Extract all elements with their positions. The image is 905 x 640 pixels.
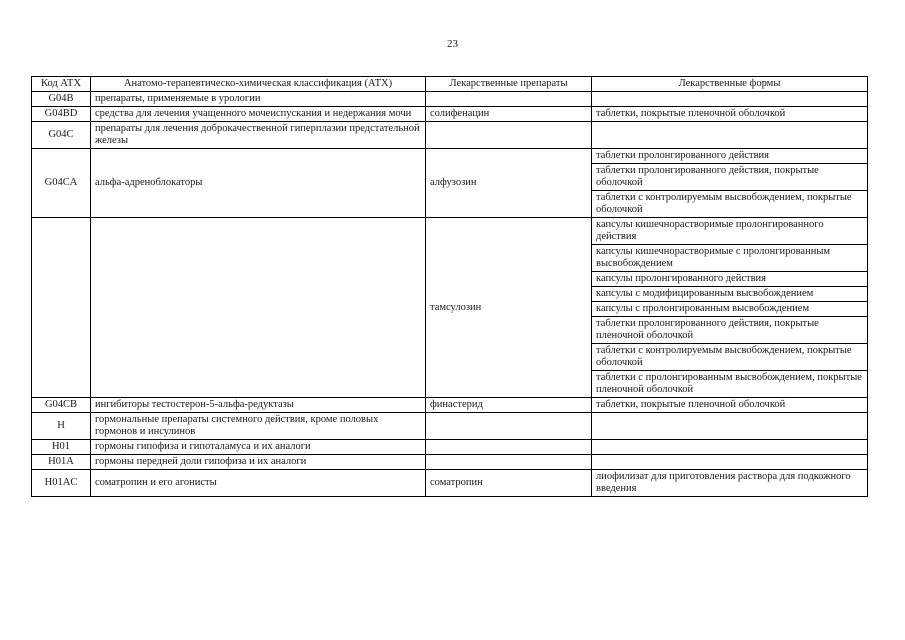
table-row <box>32 455 868 470</box>
atx-code-cell: H01A <box>32 455 91 470</box>
drug-cell: финастерид <box>426 398 592 413</box>
drug-cell <box>426 92 592 107</box>
classification-cell: ингибиторы тестостерон-5-альфа-редуктазы <box>91 398 426 413</box>
classification-cell: средства для лечения учащенного мочеиспускания и недержания мочи <box>91 107 426 122</box>
header-code: Код АТХ <box>32 77 91 92</box>
page-number: 23 <box>447 38 458 50</box>
atx-code-cell: G04BD <box>32 107 91 122</box>
table-row <box>32 149 868 164</box>
classification-cell: соматропин и его агонисты <box>91 470 426 497</box>
atx-code-cell: H01AC <box>32 470 91 497</box>
dosage-form-cell: лиофилизат для приготовления раствора для подкожного введения <box>592 470 868 497</box>
dosage-form-cell <box>592 413 868 440</box>
table-row <box>32 440 868 455</box>
classification-cell: гормональные препараты системного действия, кроме половых гормонов и инсулинов <box>91 413 426 440</box>
dosage-form-cell: таблетки пролонгированного действия, покрытые оболочкой <box>592 164 868 191</box>
table-row <box>32 92 868 107</box>
header-drugs: Лекарственные препараты <box>426 77 592 92</box>
drug-cell <box>426 413 592 440</box>
table-body <box>32 92 868 497</box>
classification-cell <box>91 218 426 398</box>
drug-cell <box>426 455 592 470</box>
atx-code-cell: G04CB <box>32 398 91 413</box>
table-row <box>32 122 868 149</box>
dosage-form-cell: таблетки с пролонгированным высвобождением, покрытые пленочной оболочкой <box>592 371 868 398</box>
header-classification: Анатомо-терапевтическо-химическая классификация (АТХ) <box>91 77 426 92</box>
table-header-row <box>32 77 868 92</box>
atx-code-cell <box>32 218 91 398</box>
table-row <box>32 470 868 497</box>
drug-cell: соматропин <box>426 470 592 497</box>
classification-cell: гормоны гипофиза и гипоталамуса и их аналоги <box>91 440 426 455</box>
dosage-form-cell: капсулы с пролонгированным высвобождением <box>592 302 868 317</box>
drug-cell <box>426 440 592 455</box>
dosage-form-cell: капсулы кишечнорастворимые с пролонгированным высвобождением <box>592 245 868 272</box>
drug-cell <box>426 122 592 149</box>
dosage-form-cell <box>592 122 868 149</box>
dosage-form-cell: таблетки с контролируемым высвобождением, покрытые оболочкой <box>592 344 868 371</box>
drug-cell: солифенацин <box>426 107 592 122</box>
dosage-form-cell <box>592 440 868 455</box>
table-row <box>32 413 868 440</box>
dosage-form-cell <box>592 92 868 107</box>
dosage-form-cell: капсулы с модифицированным высвобождением <box>592 287 868 302</box>
drug-cell: алфузозин <box>426 149 592 218</box>
table-row <box>32 218 868 245</box>
dosage-form-cell: капсулы пролонгированного действия <box>592 272 868 287</box>
atx-code-cell: H01 <box>32 440 91 455</box>
table-row <box>32 398 868 413</box>
classification-cell: препараты для лечения доброкачественной гиперплазии предстательной железы <box>91 122 426 149</box>
classification-cell: препараты, применяемые в урологии <box>91 92 426 107</box>
table-row <box>32 107 868 122</box>
classification-cell: альфа-адреноблокаторы <box>91 149 426 218</box>
dosage-form-cell <box>592 455 868 470</box>
dosage-form-cell: таблетки пролонгированного действия, покрытые пленочной оболочкой <box>592 317 868 344</box>
dosage-form-cell: таблетки, покрытые пленочной оболочкой <box>592 107 868 122</box>
dosage-form-cell: таблетки с контролируемым высвобождением, покрытые оболочкой <box>592 191 868 218</box>
atx-code-cell: G04B <box>32 92 91 107</box>
drug-cell: тамсулозин <box>426 218 592 398</box>
atx-code-cell: H <box>32 413 91 440</box>
dosage-form-cell: таблетки, покрытые пленочной оболочкой <box>592 398 868 413</box>
atx-table <box>31 76 868 497</box>
atx-code-cell: G04C <box>32 122 91 149</box>
dosage-form-cell: таблетки пролонгированного действия <box>592 149 868 164</box>
dosage-form-cell: капсулы кишечнорастворимые пролонгированного действия <box>592 218 868 245</box>
classification-cell: гормоны передней доли гипофиза и их аналоги <box>91 455 426 470</box>
header-forms: Лекарственные формы <box>592 77 868 92</box>
atx-code-cell: G04CA <box>32 149 91 218</box>
